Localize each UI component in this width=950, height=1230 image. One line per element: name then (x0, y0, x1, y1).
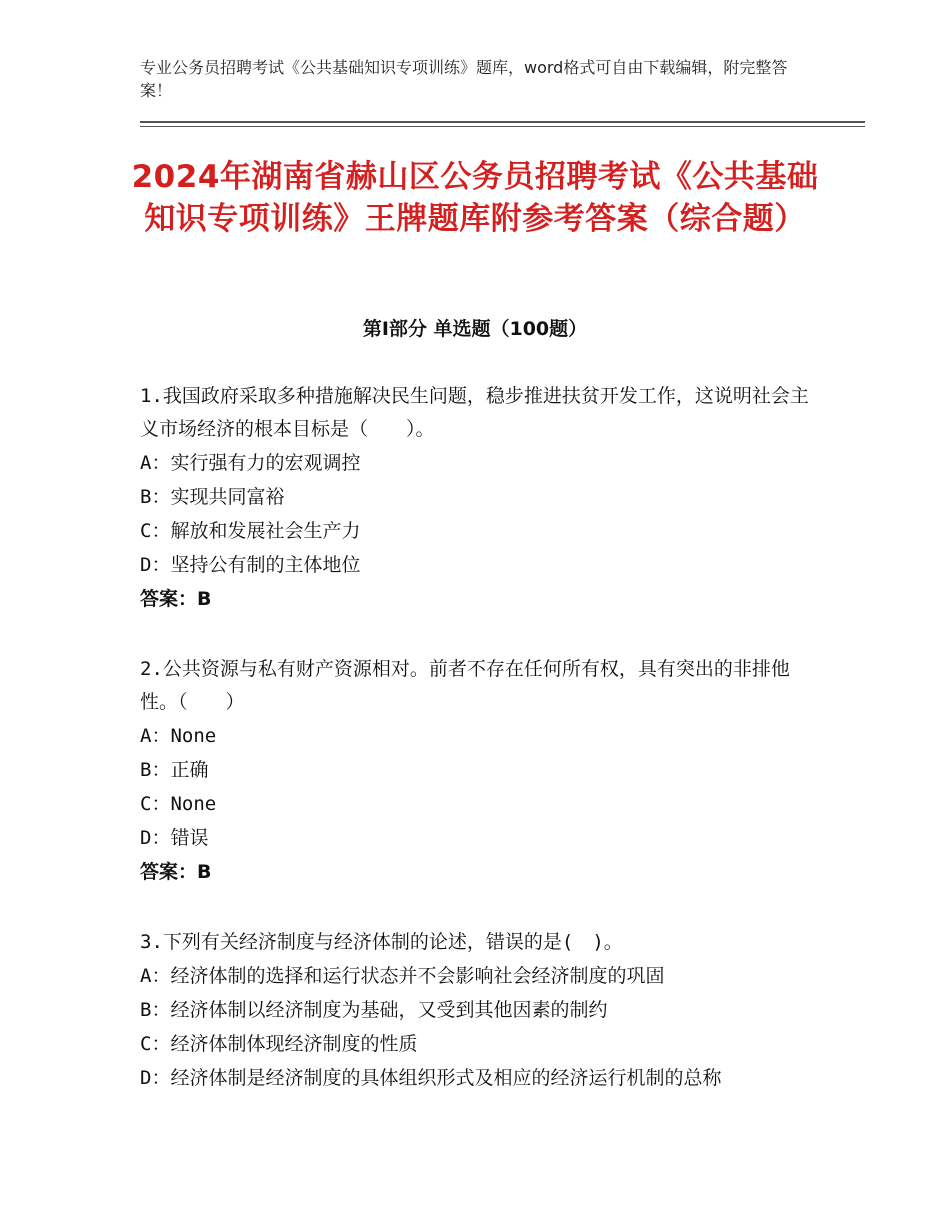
document-title: 2024年湖南省赫山区公务员招聘考试《公共基础知识专项训练》王牌题库附参考答案（综合题） (131, 159, 819, 237)
option-d: D：经济体制是经济制度的具体组织形式及相应的经济运行机制的总称 (140, 1067, 722, 1089)
question-stem: 2.公共资源与私有财产资源相对。前者不存在任何所有权，具有突出的非排他性。（ ） (140, 658, 790, 713)
option-c: C：None (140, 793, 217, 815)
question-3 (140, 926, 810, 1095)
answer: 答案：B (140, 861, 212, 883)
option-c: C：经济体制体现经济制度的性质 (140, 1033, 418, 1055)
option-b: B：正确 (140, 759, 209, 781)
question-2 (140, 653, 810, 889)
section-title: 第Ⅰ部分 单选题（100题） (362, 318, 588, 340)
option-d: D：错误 (140, 827, 209, 849)
option-b: B：经济体制以经济制度为基础，又受到其他因素的制约 (140, 999, 608, 1021)
option-d: D：坚持公有制的主体地位 (140, 554, 361, 576)
option-a: A：经济体制的选择和运行状态并不会影响社会经济制度的巩固 (140, 965, 665, 987)
option-b: B：实现共同富裕 (140, 486, 285, 508)
question-1 (140, 380, 810, 616)
header-rule-thick (140, 121, 865, 123)
header-rule-thin (140, 126, 865, 127)
header-note: 专业公务员招聘考试《公共基础知识专项训练》题库，word格式可自由下载编辑，附完整答案！ (140, 58, 788, 100)
option-a: A：None (140, 725, 217, 747)
answer: 答案：B (140, 588, 212, 610)
question-stem: 1.我国政府采取多种措施解决民生问题，稳步推进扶贫开发工作，这说明社会主义市场经济的根本目标是（ ）。 (140, 385, 809, 440)
question-stem: 3.下列有关经济制度与经济体制的论述，错误的是( )。 (140, 931, 623, 953)
option-c: C：解放和发展社会生产力 (140, 520, 361, 542)
option-a: A：实行强有力的宏观调控 (140, 452, 361, 474)
